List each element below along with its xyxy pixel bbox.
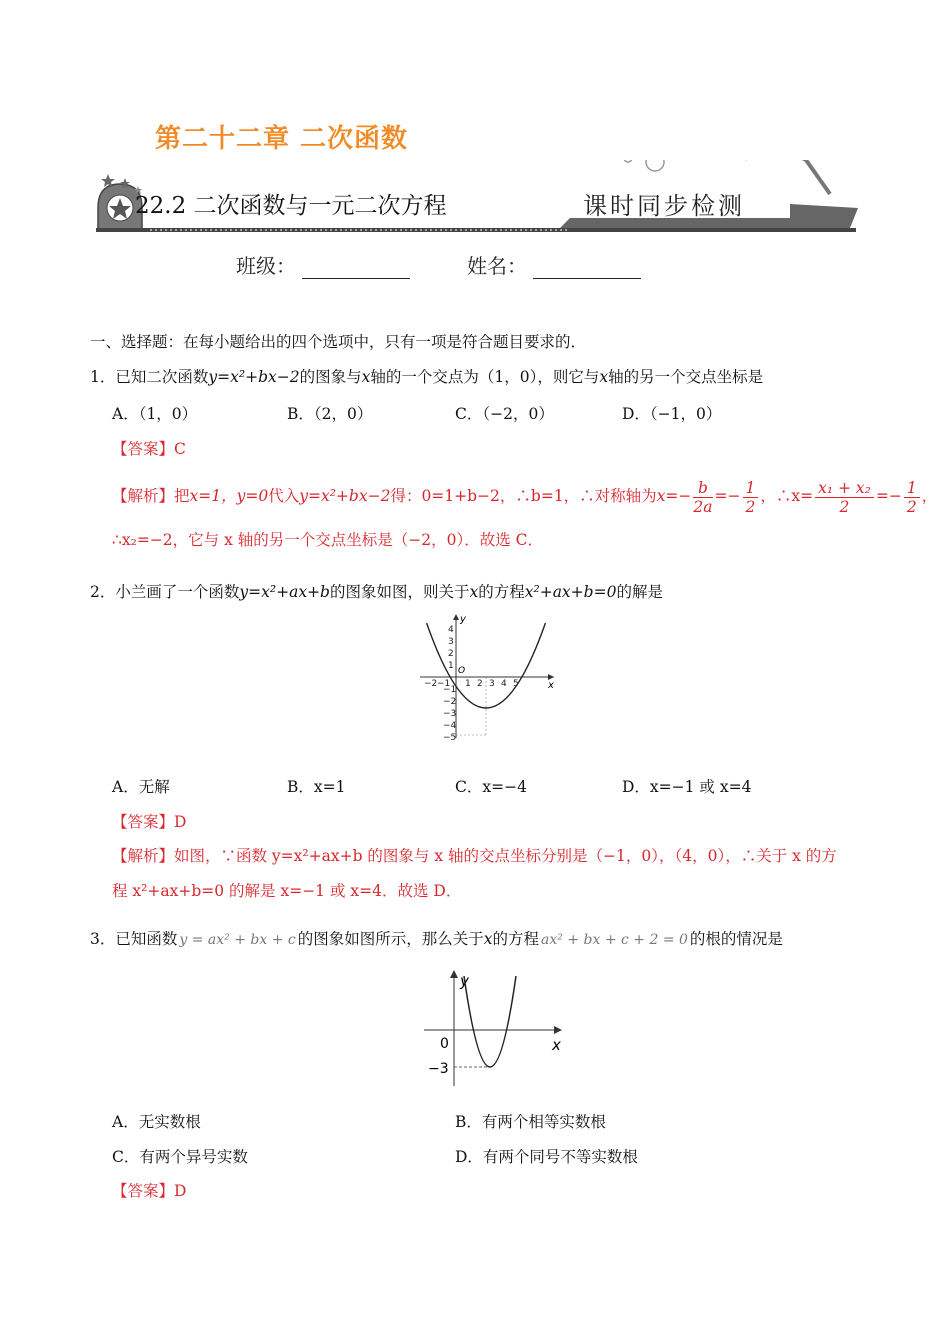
analysis-text: =− xyxy=(875,487,902,505)
y-axis-label: y xyxy=(460,614,466,625)
x-tick: 5 xyxy=(513,679,519,689)
q3-text: 的图象如图所示，那么关于 xyxy=(297,930,484,948)
q1-analysis-line1 xyxy=(112,474,937,518)
class-label: 班级： xyxy=(236,254,296,278)
q1-var: x xyxy=(361,368,371,386)
q2-text: 的图象如图，则关于 xyxy=(329,583,470,601)
y-tick: −1 xyxy=(443,685,457,695)
x-axis-label: x xyxy=(552,1036,561,1054)
x-axis-arrow-icon xyxy=(554,1026,562,1034)
fraction-half xyxy=(743,479,759,516)
q1-expression: y=x²+bx−2 xyxy=(208,368,300,386)
q2-analysis-line2: 程 x²+ax+b=0 的解是 x=−1 或 x=4．故选 D． xyxy=(112,882,462,900)
q3-text: 的根的情况是 xyxy=(689,930,783,948)
q1-text: 的图象与 xyxy=(299,368,362,386)
q3-parabola-curve xyxy=(464,976,516,1067)
class-input-line[interactable] xyxy=(302,258,410,279)
q2-option-d[interactable]: D．x=−1 或 x=4 xyxy=(622,778,752,796)
question-1 xyxy=(90,366,763,388)
origin-label: 0 xyxy=(440,1036,449,1052)
x-axis-label: x xyxy=(548,680,554,691)
name-label: 姓名： xyxy=(467,254,527,278)
analysis-math: x=− xyxy=(656,487,692,505)
analysis-text: =− xyxy=(714,487,741,505)
q3-parabola-graph xyxy=(420,968,570,1090)
q3-text: 的方程 xyxy=(492,930,540,948)
x-tick: 3 xyxy=(489,679,495,689)
q3-option-d[interactable]: D．有两个同号不等实数根 xyxy=(455,1148,638,1166)
q3-option-b[interactable]: B．有两个相等实数根 xyxy=(455,1113,606,1131)
q1-text: 轴的另一个交点坐标是 xyxy=(608,368,764,386)
y-tick: 4 xyxy=(448,625,454,635)
q2-option-a[interactable]: A．无解 xyxy=(112,778,170,796)
section-title: 22.2 二次函数与一元二次方程 xyxy=(135,193,447,219)
y-tick: −4 xyxy=(443,721,457,731)
frac-num: 1 xyxy=(743,479,759,498)
x-tick-labels xyxy=(424,679,519,689)
frac-den: 2 xyxy=(745,497,756,516)
q3-text: 已知函数 xyxy=(115,930,178,948)
fraction-half xyxy=(904,479,920,516)
x-tick: −1 xyxy=(437,679,451,689)
frac-den: 2 xyxy=(839,497,850,516)
q3-equation: ax² + bx + c + 2 = 0 xyxy=(541,932,688,948)
y-axis-arrow-icon xyxy=(450,970,458,978)
analysis-text: 【解析】把 xyxy=(112,487,190,505)
name-field xyxy=(467,250,641,279)
q2-parabola-curve xyxy=(427,623,546,708)
q2-equation: x²+ax+b=0 xyxy=(524,583,617,601)
part-heading: 一、选择题：在每小题给出的四个选项中，只有一项是符合题目要求的． xyxy=(90,333,587,351)
analysis-math: y=x²+bx−2 xyxy=(299,487,391,505)
q2-number: 2． xyxy=(90,583,116,601)
sync-test-title: 课时同步检测 xyxy=(583,192,745,220)
x-tick: 2 xyxy=(477,679,483,689)
q1-option-c[interactable]: C．（−2，0） xyxy=(455,405,554,423)
frac-num: x₁ + x₂ xyxy=(815,479,874,498)
y-axis-label: y xyxy=(460,972,469,990)
x-tick: −2 xyxy=(424,679,438,689)
q2-parabola-graph xyxy=(412,610,562,745)
frac-num: b xyxy=(693,479,712,498)
q2-option-c[interactable]: C．x=−4 xyxy=(455,778,527,796)
analysis-text: ，∴x= xyxy=(760,487,814,505)
q3-expression: y = ax² + bx + c xyxy=(179,932,296,948)
desk-lamp-icon xyxy=(732,160,830,194)
y-tick: 2 xyxy=(448,649,454,659)
q2-text: 小兰画了一个函数 xyxy=(115,583,240,601)
q1-number: 1． xyxy=(90,368,116,386)
q2-text: 的方程 xyxy=(478,583,525,601)
q1-option-b[interactable]: B．（2，0） xyxy=(287,405,373,423)
x-tick: 4 xyxy=(501,679,507,689)
frac-den: 2 xyxy=(906,497,917,516)
frac-den: 2a xyxy=(693,497,713,516)
q2-text: 的解是 xyxy=(616,583,663,601)
y-tick: 1 xyxy=(448,661,454,671)
fraction-b-2a xyxy=(693,479,712,516)
q1-option-d[interactable]: D．（−1，0） xyxy=(622,405,722,423)
q2-var: x xyxy=(469,583,479,601)
q3-var: x xyxy=(483,930,493,948)
q1-text: 轴的一个交点为（1，0），则它与 xyxy=(370,368,600,386)
q2-answer: 【答案】D xyxy=(112,813,187,831)
analysis-text: ， xyxy=(921,487,938,505)
min-value-label: −3 xyxy=(428,1061,449,1077)
origin-label: O xyxy=(458,666,466,676)
q2-option-b[interactable]: B．x=1 xyxy=(287,778,346,796)
q1-text: 已知二次函数 xyxy=(115,368,209,386)
y-axis-arrow-icon xyxy=(453,614,459,620)
q2-analysis-line1: 【解析】如图，∵函数 y=x²+ax+b 的图象与 x 轴的交点坐标分别是（−1，0），（4，0），∴关于 x 的方 xyxy=(112,847,837,865)
q2-expression: y=x²+ax+b xyxy=(239,583,330,601)
class-field xyxy=(236,250,410,279)
question-3 xyxy=(90,928,783,951)
y-tick: −2 xyxy=(443,697,457,707)
q3-answer: 【答案】D xyxy=(112,1182,187,1200)
question-2 xyxy=(90,581,663,603)
analysis-text: 得：0=1+b−2，∴b=1，∴对称轴为 xyxy=(390,487,657,505)
name-input-line[interactable] xyxy=(533,258,641,279)
chapter-title: 第二十二章 二次函数 xyxy=(155,124,409,154)
q1-var: x xyxy=(599,368,609,386)
analysis-math: x=1，y=0 xyxy=(189,487,269,505)
y-tick: 3 xyxy=(448,637,454,647)
q1-answer: 【答案】C xyxy=(112,440,186,458)
fraction-x1-x2 xyxy=(815,479,874,516)
q3-number: 3． xyxy=(90,930,116,948)
frac-num: 1 xyxy=(904,479,920,498)
q1-analysis-line2: ∴x₂=−2，它与 x 轴的另一个交点坐标是（−2，0）．故选 C． xyxy=(112,531,543,549)
bubbles-icon xyxy=(584,160,664,171)
y-tick: −5 xyxy=(443,733,457,743)
analysis-text: 代入 xyxy=(268,487,300,505)
x-tick: 1 xyxy=(465,679,471,689)
q1-option-a[interactable]: A．（1，0） xyxy=(112,405,198,423)
q3-option-a[interactable]: A．无实数根 xyxy=(112,1113,201,1131)
y-tick: −3 xyxy=(443,709,457,719)
q3-option-c[interactable]: C．有两个异号实数 xyxy=(112,1148,248,1166)
